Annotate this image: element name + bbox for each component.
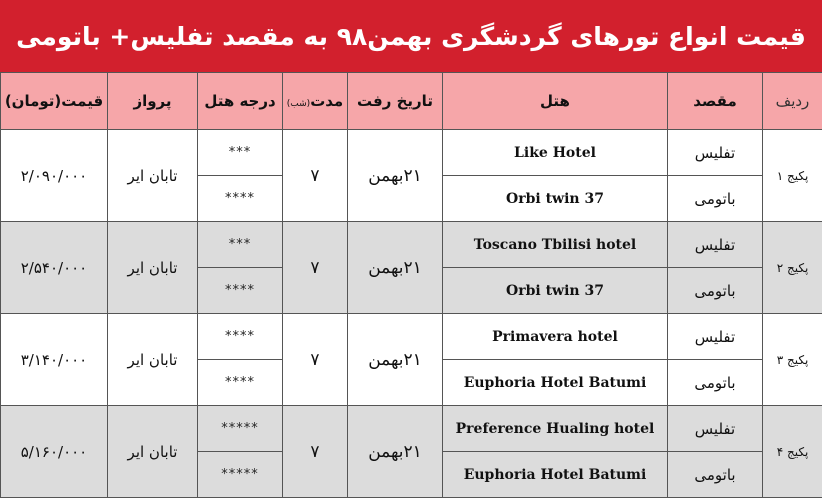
- hotel-grade-cell: *****: [198, 452, 283, 498]
- duration-cell: ۷: [283, 406, 348, 498]
- tour-price-table: [0, 72, 822, 498]
- hotel-cell: Orbi twin 37: [443, 268, 668, 314]
- flight-cell: تابان ایر: [108, 314, 198, 406]
- hotel-cell: Orbi twin 37: [443, 176, 668, 222]
- hotel-cell: Preference Hualing hotel: [443, 406, 668, 452]
- duration-cell: ۷: [283, 314, 348, 406]
- duration-cell: ۷: [283, 222, 348, 314]
- header-duration-unit: (شب): [287, 99, 310, 109]
- header-destination: مقصد: [668, 73, 763, 130]
- package-label: پکیج ۲: [763, 222, 822, 314]
- header-departure: تاریخ رفت: [348, 73, 443, 130]
- price-cell: ۲/۵۴۰/۰۰۰: [1, 222, 108, 314]
- hotel-cell: Primavera hotel: [443, 314, 668, 360]
- price-cell: ۳/۱۴۰/۰۰۰: [1, 314, 108, 406]
- hotel-grade-cell: *****: [198, 406, 283, 452]
- package-label: پکیج ۳: [763, 314, 822, 406]
- destination-cell: باتومی: [668, 360, 763, 406]
- hotel-grade-cell: ***: [198, 222, 283, 268]
- destination-cell: باتومی: [668, 176, 763, 222]
- departure-cell: ۲۱بهمن: [348, 314, 443, 406]
- flight-cell: تابان ایر: [108, 222, 198, 314]
- hotel-cell: Toscano Tbilisi hotel: [443, 222, 668, 268]
- duration-cell: ۷: [283, 130, 348, 222]
- hotel-cell: Euphoria Hotel Batumi: [443, 452, 668, 498]
- hotel-cell: Euphoria Hotel Batumi: [443, 360, 668, 406]
- header-flight: پرواز: [108, 73, 198, 130]
- hotel-cell: Like Hotel: [443, 130, 668, 176]
- page-title: قیمت انواع تورهای گردشگری بهمن۹۸ به مقصد تفلیس+ باتومی: [0, 0, 822, 72]
- package-label: پکیج ۴: [763, 406, 822, 498]
- header-hotel-grade: درجه هتل: [198, 73, 283, 130]
- hotel-grade-cell: ***: [198, 130, 283, 176]
- departure-cell: ۲۱بهمن: [348, 406, 443, 498]
- header-hotel: هتل: [443, 73, 668, 130]
- header-duration: [283, 73, 348, 130]
- header-radif: ردیف: [763, 73, 822, 130]
- table-row: [1, 222, 822, 268]
- destination-cell: باتومی: [668, 452, 763, 498]
- package-label: پکیج ۱: [763, 130, 822, 222]
- destination-cell: تفلیس: [668, 314, 763, 360]
- flight-cell: تابان ایر: [108, 406, 198, 498]
- flight-cell: تابان ایر: [108, 130, 198, 222]
- departure-cell: ۲۱بهمن: [348, 130, 443, 222]
- hotel-grade-cell: ****: [198, 176, 283, 222]
- table-row: [1, 314, 822, 360]
- hotel-grade-cell: ****: [198, 314, 283, 360]
- table-row: [1, 406, 822, 452]
- hotel-grade-cell: ****: [198, 268, 283, 314]
- destination-cell: تفلیس: [668, 222, 763, 268]
- header-row: [1, 73, 822, 130]
- destination-cell: تفلیس: [668, 130, 763, 176]
- header-price: قیمت(تومان): [1, 73, 108, 130]
- hotel-grade-cell: ****: [198, 360, 283, 406]
- destination-cell: باتومی: [668, 268, 763, 314]
- departure-cell: ۲۱بهمن: [348, 222, 443, 314]
- table-row: [1, 130, 822, 176]
- price-cell: ۲/۰۹۰/۰۰۰: [1, 130, 108, 222]
- price-cell: ۵/۱۶۰/۰۰۰: [1, 406, 108, 498]
- header-duration-label: مدت: [310, 92, 343, 110]
- destination-cell: تفلیس: [668, 406, 763, 452]
